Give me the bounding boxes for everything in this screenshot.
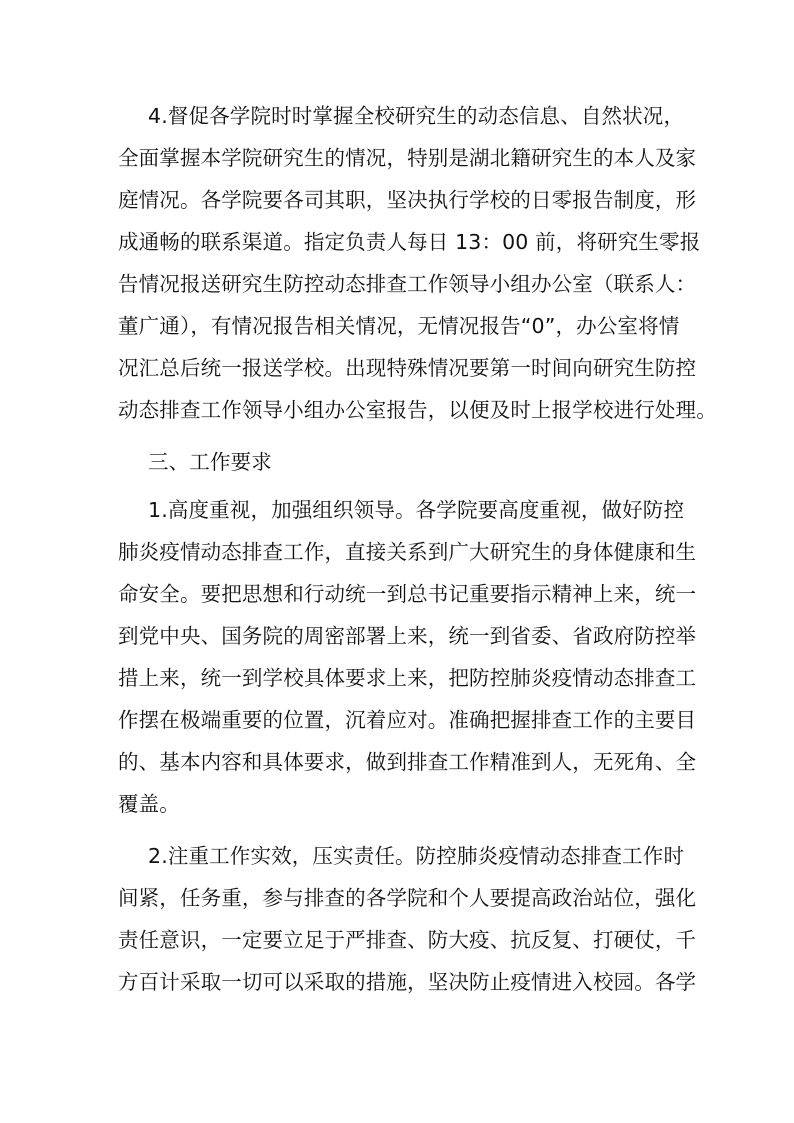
paragraph-4-line-3: 庭情况。各学院要各司其职，坚决执行学校的日零报告制度，形 xyxy=(118,188,697,212)
paragraph-4-line-7: 况汇总后统一报送学校。出现特殊情况要第一时间向研究生防控 xyxy=(118,356,697,380)
paragraph-1-line-7: 的、基本内容和具体要求，做到排查工作精准到人，无死角、全 xyxy=(118,750,697,774)
paragraph-1-line-2: 肺炎疫情动态排查工作，直接关系到广大研究生的身体健康和生 xyxy=(118,540,697,564)
paragraph-2-line-3: 责任意识，一定要立足于严排查、防大疫、抗反复、打硬仗，千 xyxy=(118,928,697,952)
paragraph-4-line-1: 4.督促各学院时时掌握全校研究生的动态信息、自然状况， xyxy=(148,104,685,128)
paragraph-4-line-2: 全面掌握本学院研究生的情况，特别是湖北籍研究生的本人及家 xyxy=(118,146,697,170)
paragraph-1-line-3: 命安全。要把思想和行动统一到总书记重要指示精神上来，统一 xyxy=(118,582,697,606)
paragraph-4-line-6: 董广通），有情况报告相关情况，无情况报告“0”，办公室将情 xyxy=(118,314,680,338)
paragraph-2-line-2: 间紧，任务重，参与排查的各学院和个人要提高政治站位，强化 xyxy=(118,886,697,910)
paragraph-4-line-4: 成通畅的联系渠道。指定负责人每日 13：00 前，将研究生零报 xyxy=(118,230,701,254)
paragraph-4-line-8: 动态排查工作领导小组办公室报告，以便及时上报学校进行处理。 xyxy=(118,398,717,422)
paragraph-4-line-5: 告情况报送研究生防控动态排查工作领导小组办公室（联系人： xyxy=(118,272,697,296)
paragraph-2-line-4: 方百计采取一切可以采取的措施，坚决防止疫情进入校园。各学 xyxy=(118,970,697,994)
paragraph-1-line-8: 覆盖。 xyxy=(118,792,180,816)
paragraph-1-line-4: 到党中央、国务院的周密部署上来，统一到省委、省政府防控举 xyxy=(118,624,697,648)
paragraph-2-line-1: 2.注重工作实效，压实责任。防控肺炎疫情动态排查工作时 xyxy=(148,844,685,868)
paragraph-1-line-1: 1.高度重视，加强组织领导。各学院要高度重视，做好防控 xyxy=(148,498,685,522)
section-heading: 三、工作要求 xyxy=(148,450,272,474)
paragraph-1-line-6: 作摆在极端重要的位置，沉着应对。准确把握排查工作的主要目 xyxy=(118,708,697,732)
paragraph-1-line-5: 措上来，统一到学校具体要求上来，把防控肺炎疫情动态排查工 xyxy=(118,666,697,690)
